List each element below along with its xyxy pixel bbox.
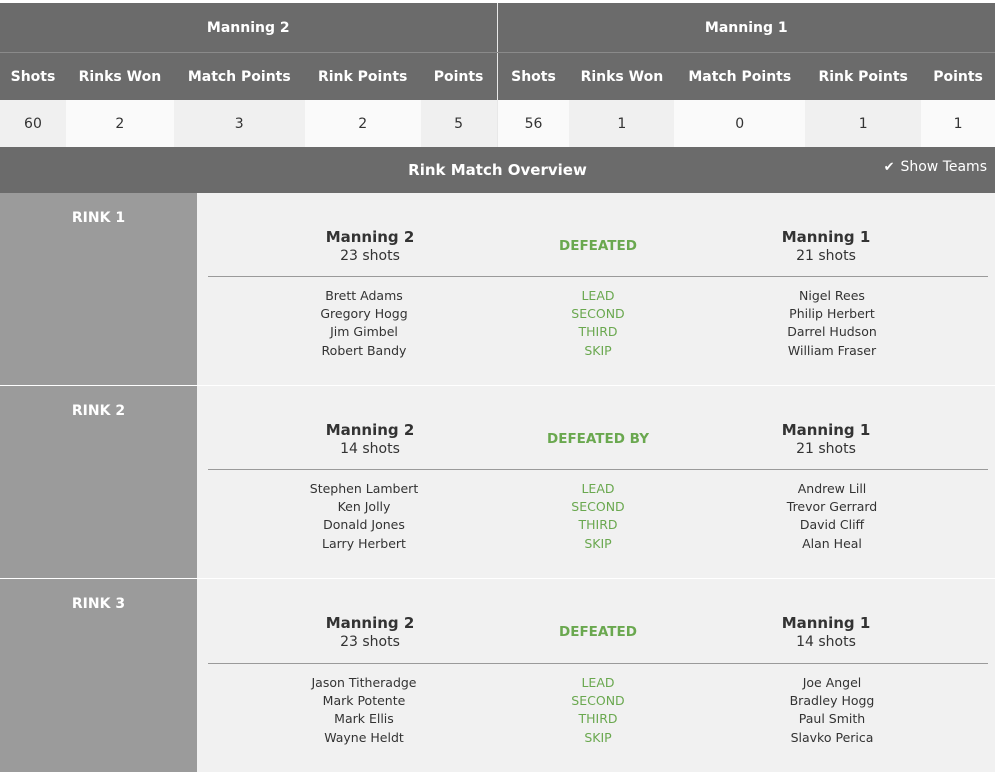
right-rinks-won-value: 1 xyxy=(569,100,674,147)
player-name: Mark Potente xyxy=(244,692,484,710)
col-header-rink-points: Rink Points xyxy=(305,53,421,100)
player-name: William Fraser xyxy=(712,342,952,360)
score-summary-table xyxy=(0,3,995,147)
position-label: LEAD xyxy=(498,674,698,692)
left-player-list xyxy=(244,480,484,553)
left-team-header: Manning 2 xyxy=(0,3,497,52)
player-name: Gregory Hogg xyxy=(244,305,484,323)
player-name: Philip Herbert xyxy=(712,305,952,323)
rink-body xyxy=(197,579,995,772)
right-player-list xyxy=(712,287,952,360)
col-header-match-points: Match Points xyxy=(674,53,805,100)
match-result: DEFEATED BY xyxy=(498,431,698,447)
col-header-points: Points xyxy=(421,53,497,100)
right-team-result xyxy=(706,614,946,650)
player-name: Paul Smith xyxy=(712,710,952,728)
left-team-result xyxy=(250,421,490,457)
rink-match-overview-bar xyxy=(0,147,995,193)
player-name: Slavko Perica xyxy=(712,729,952,747)
left-points-value: 5 xyxy=(421,100,497,147)
right-points-value: 1 xyxy=(921,100,995,147)
right-team-header: Manning 1 xyxy=(497,3,995,52)
divider-line xyxy=(208,276,988,277)
rink-row xyxy=(0,579,995,772)
match-result: DEFEATED xyxy=(498,624,698,640)
right-team-shots: 21 shots xyxy=(706,441,946,457)
rink-label-column xyxy=(0,193,197,386)
team-header-row xyxy=(0,3,995,52)
col-header-rinks-won: Rinks Won xyxy=(569,53,674,100)
right-team-name: Manning 1 xyxy=(706,421,946,439)
player-name: Darrel Hudson xyxy=(712,323,952,341)
player-name: Donald Jones xyxy=(244,516,484,534)
show-teams-toggle[interactable] xyxy=(884,159,987,175)
player-name: Andrew Lill xyxy=(712,480,952,498)
left-rinks-won-value: 2 xyxy=(66,100,174,147)
left-player-list xyxy=(244,674,484,747)
left-team-name: Manning 2 xyxy=(250,228,490,246)
right-match-points-value: 0 xyxy=(674,100,805,147)
player-name: Joe Angel xyxy=(712,674,952,692)
right-team-shots: 21 shots xyxy=(706,248,946,264)
rink-body xyxy=(197,386,995,579)
player-name: Alan Heal xyxy=(712,535,952,553)
left-shots-value: 60 xyxy=(0,100,66,147)
player-name: Wayne Heldt xyxy=(244,729,484,747)
values-row xyxy=(0,100,995,147)
player-name: David Cliff xyxy=(712,516,952,534)
position-label: LEAD xyxy=(498,287,698,305)
rink-label-column xyxy=(0,386,197,579)
overview-title: Rink Match Overview xyxy=(0,147,995,193)
divider-line xyxy=(208,469,988,470)
player-name: Jim Gimbel xyxy=(244,323,484,341)
divider-line xyxy=(208,663,988,664)
col-header-points: Points xyxy=(921,53,995,100)
rink-row xyxy=(0,193,995,386)
position-list xyxy=(498,287,698,360)
player-name: Mark Ellis xyxy=(244,710,484,728)
rink-label: RINK 1 xyxy=(0,210,197,226)
right-rink-points-value: 1 xyxy=(805,100,921,147)
checkmark-icon[interactable]: ✔ xyxy=(884,160,895,175)
right-team-shots: 14 shots xyxy=(706,634,946,650)
left-team-result xyxy=(250,228,490,264)
column-header-row xyxy=(0,52,995,100)
position-label: SKIP xyxy=(498,729,698,747)
position-label: SECOND xyxy=(498,305,698,323)
rink-body xyxy=(197,193,995,386)
col-header-match-points: Match Points xyxy=(174,53,305,100)
position-label: THIRD xyxy=(498,323,698,341)
show-teams-label: Show Teams xyxy=(900,159,987,175)
position-label: SKIP xyxy=(498,342,698,360)
player-name: Jason Titheradge xyxy=(244,674,484,692)
left-match-points-value: 3 xyxy=(174,100,305,147)
left-rink-points-value: 2 xyxy=(305,100,421,147)
rink-label: RINK 2 xyxy=(0,403,197,419)
rink-label-column xyxy=(0,579,197,772)
right-shots-value: 56 xyxy=(497,100,570,147)
col-header-rink-points: Rink Points xyxy=(805,53,921,100)
left-team-name: Manning 2 xyxy=(250,421,490,439)
match-result: DEFEATED xyxy=(498,238,698,254)
right-player-list xyxy=(712,480,952,553)
player-name: Stephen Lambert xyxy=(244,480,484,498)
left-player-list xyxy=(244,287,484,360)
rink-label: RINK 3 xyxy=(0,596,197,612)
position-label: THIRD xyxy=(498,516,698,534)
col-header-rinks-won: Rinks Won xyxy=(66,53,174,100)
player-name: Trevor Gerrard xyxy=(712,498,952,516)
col-header-shots: Shots xyxy=(497,53,570,100)
left-team-name: Manning 2 xyxy=(250,614,490,632)
player-name: Bradley Hogg xyxy=(712,692,952,710)
rink-row xyxy=(0,386,995,579)
player-name: Nigel Rees xyxy=(712,287,952,305)
position-list xyxy=(498,480,698,553)
left-team-result xyxy=(250,614,490,650)
position-label: SECOND xyxy=(498,498,698,516)
position-label: SKIP xyxy=(498,535,698,553)
player-name: Brett Adams xyxy=(244,287,484,305)
player-name: Larry Herbert xyxy=(244,535,484,553)
position-label: LEAD xyxy=(498,480,698,498)
right-team-result xyxy=(706,228,946,264)
left-team-shots: 23 shots xyxy=(250,248,490,264)
col-header-shots: Shots xyxy=(0,53,66,100)
position-label: THIRD xyxy=(498,710,698,728)
position-label: SECOND xyxy=(498,692,698,710)
right-team-name: Manning 1 xyxy=(706,228,946,246)
player-name: Ken Jolly xyxy=(244,498,484,516)
right-team-name: Manning 1 xyxy=(706,614,946,632)
player-name: Robert Bandy xyxy=(244,342,484,360)
left-team-shots: 14 shots xyxy=(250,441,490,457)
right-player-list xyxy=(712,674,952,747)
left-team-shots: 23 shots xyxy=(250,634,490,650)
position-list xyxy=(498,674,698,747)
right-team-result xyxy=(706,421,946,457)
